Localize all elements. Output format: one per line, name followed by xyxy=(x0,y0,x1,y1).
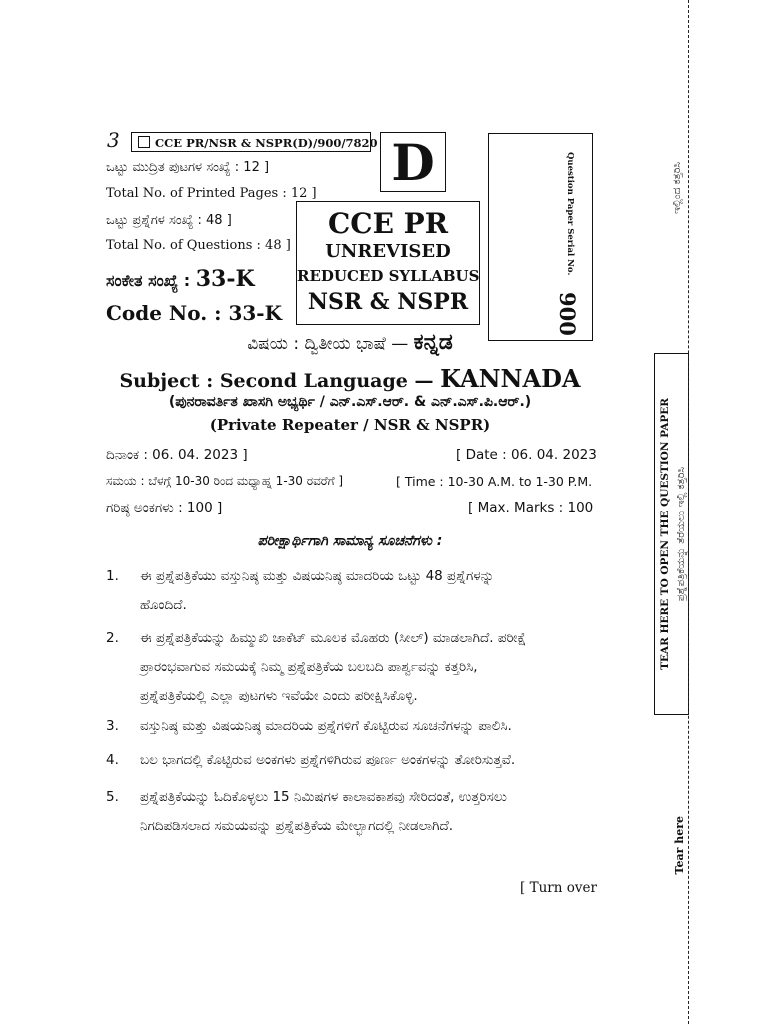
tear-instruction-kn: ಪ್ರಶ್ನೆಪತ್ರಿಕೆಯನ್ನು ತೆರೆಯಲು ಇಲ್ಲಿ ಕತ್ತರಿಸಿ xyxy=(675,466,687,602)
serial-value: 900 xyxy=(555,292,580,336)
time-kn: ಸಮಯ : ಬೆಳಗ್ಗೆ 10-30 ರಿಂದ ಮಧ್ಯಾಹ್ನ 1-30 ರವರೆಗೆ ] xyxy=(106,474,343,489)
instruction-4-number: 4. xyxy=(106,752,119,768)
instruction-5-line-1: ಪ್ರಶ್ನೆಪತ್ರಿಕೆಯನ್ನು ಓದಿಕೊಳ್ಳಲು 15 ನಿಮಿಷಗಳ ಕಾಲಾವಕಾಶವು ಸೇರಿದಂತೆ, ಉತ್ತರಿಸಲು xyxy=(140,789,507,805)
code-number-kn xyxy=(106,266,255,292)
code-kn-value: 33-K xyxy=(195,266,255,292)
printed-pages-kn: ಒಟ್ಟು ಮುದ್ರಿತ ಪುಟಗಳ ಸಂಖ್ಯೆ : 12 ] xyxy=(106,160,269,175)
tear-instruction-en: TEAR HERE TO OPEN THE QUESTION PAPER xyxy=(659,398,671,670)
exam-type-box xyxy=(296,201,480,325)
subject-en-label: Subject : Second Language — xyxy=(119,370,434,392)
turn-over: [ Turn over xyxy=(520,880,597,896)
serial-label: Question Paper Serial No. xyxy=(565,152,575,276)
code-number-en: Code No. : 33-K xyxy=(106,301,282,325)
tear-here-label: Tear here xyxy=(672,815,686,875)
serial-number-box xyxy=(488,133,593,341)
printed-pages-en: Total No. of Printed Pages : 12 ] xyxy=(106,186,317,201)
date-kn: ದಿನಾಂಕ : 06. 04. 2023 ] xyxy=(106,447,248,463)
total-questions-kn: ಒಟ್ಟು ಪ್ರಶ್ನೆಗಳ ಸಂಖ್ಯೆ : 48 ] xyxy=(106,213,232,228)
code-kn-label: ಸಂಕೇತ ಸಂಖ್ಯೆ : xyxy=(106,271,191,290)
date-en: [ Date : 06. 04. 2023 xyxy=(456,447,597,463)
paper-code: CCE PR/NSR & NSPR(D)/900/7820 xyxy=(155,136,378,150)
version-letter: D xyxy=(380,132,446,192)
instruction-5 xyxy=(140,783,507,841)
paper-code-box xyxy=(131,132,378,152)
perforation-line[interactable] xyxy=(688,0,689,1024)
subject-kn-label: ವಿಷಯ : ದ್ವಿತೀಯ ಭಾಷೆ — xyxy=(247,334,409,354)
instruction-5-number: 5. xyxy=(106,789,119,805)
instruction-2-number: 2. xyxy=(106,630,119,646)
exam-reduced-syllabus: REDUCED SYLLABUS xyxy=(297,267,480,285)
tear-instruction-box xyxy=(654,353,689,715)
instruction-3: ವಸ್ತುನಿಷ್ಠ ಮತ್ತು ವಿಷಯನಿಷ್ಠ ಮಾದರಿಯ ಪ್ರಶ್ನೆಗಳಿಗೆ ಕೊಟ್ಟಿರುವ ಸೂಚನೆಗಳನ್ನು ಪಾಲಿಸಿ. xyxy=(140,718,512,734)
instruction-2-line-1: ಈ ಪ್ರಶ್ನೆಪತ್ರಿಕೆಯನ್ನು ಹಿಮ್ಮುಖಿ ಜಾಕೆಟ್ ಮೂಲಕ ಮೊಹರು (ಸೀಲ್) ಮಾಡಲಾಗಿದೆ. ಪರೀಕ್ಷೆ xyxy=(140,630,527,646)
instruction-1 xyxy=(140,562,494,620)
instructions-heading: ಪರೀಕ್ಷಾರ್ಥಿಗಾಗಿ ಸಾಮಾನ್ಯ ಸೂಚನೆಗಳು : xyxy=(257,533,443,549)
instruction-3-number: 3. xyxy=(106,718,119,734)
instruction-5-line-2: ನಿಗದಿಪಡಿಸಲಾದ ಸಮಯವನ್ನು ಪ್ರಶ್ನೆಪತ್ರಿಕೆಯ ಮೇಲ್ಭಾಗದಲ್ಲಿ ನೀಡಲಾಗಿದೆ. xyxy=(140,818,454,834)
tear-here-wrap xyxy=(670,810,688,880)
cut-here-kn-wrap xyxy=(666,148,688,228)
instruction-1-line-1: ಈ ಪ್ರಶ್ನೆಪತ್ರಿಕೆಯು ವಸ್ತುನಿಷ್ಠ ಮತ್ತು ವಿಷಯನಿಷ್ಠ ಮಾದರಿಯ ಒಟ್ಟು 48 ಪ್ರಶ್ನೆಗಳನ್ನು xyxy=(140,568,495,584)
subject-kannada xyxy=(0,330,700,355)
instruction-2-line-2: ಪ್ರಾರಂಭವಾಗುವ ಸಮಯಕ್ಕೆ ನಿಮ್ಮ ಪ್ರಶ್ನೆಪತ್ರಿಕೆಯ ಬಲಬದಿ ಪಾರ್ಶ್ವವನ್ನು ಕತ್ತರಿಸಿ, xyxy=(140,659,478,675)
max-marks-kn: ಗರಿಷ್ಠ ಅಂಕಗಳು : 100 ] xyxy=(106,500,222,516)
instruction-2 xyxy=(140,624,526,711)
candidate-type-en: (Private Repeater / NSR & NSPR) xyxy=(209,416,491,434)
checkbox-square xyxy=(138,136,150,148)
page-number: 3 xyxy=(107,128,120,152)
subject-en-value: KANNADA xyxy=(440,364,581,393)
max-marks-en: [ Max. Marks : 100 xyxy=(468,500,593,516)
time-en: [ Time : 10-30 A.M. to 1-30 P.M. xyxy=(396,474,592,489)
subject-kn-value: ಕನ್ನಡ xyxy=(413,330,453,355)
instruction-2-line-3: ಪ್ರಶ್ನೆಪತ್ರಿಕೆಯಲ್ಲಿ ಎಲ್ಲಾ ಪುಟಗಳು ಇವೆಯೇ ಎಂದು ಪರೀಕ್ಷಿಸಿಕೊಳ್ಳಿ. xyxy=(140,688,418,704)
instruction-4: ಬಲ ಭಾಗದಲ್ಲಿ ಕೊಟ್ಟಿರುವ ಅಂಕಗಳು ಪ್ರಶ್ನೆಗಳಿಗಿರುವ ಪೂರ್ಣ ಅಂಕಗಳನ್ನು ತೋರಿಸುತ್ತವೆ. xyxy=(140,752,516,768)
exam-unrevised: UNREVISED xyxy=(325,241,451,262)
exam-title: CCE PR xyxy=(328,207,448,240)
cut-here-kn: ಇಲ್ಲಿಂದ ಕತ್ತರಿಸಿ xyxy=(671,162,683,214)
total-questions-en: Total No. of Questions : 48 ] xyxy=(106,238,291,253)
subject-english xyxy=(0,364,700,393)
candidate-type-kn: (ಪುನರಾವರ್ತಿತ ಖಾಸಗಿ ಅಭ್ಯರ್ಥಿ / ಎನ್.ಎಸ್.ಆರ್. & ಎನ್.ಎಸ್.ಪಿ.ಆರ್.) xyxy=(168,394,532,410)
instruction-1-line-2: ಹೊಂದಿದೆ. xyxy=(140,597,187,613)
instruction-1-number: 1. xyxy=(106,568,119,584)
exam-nsr-nspr: NSR & NSPR xyxy=(307,289,469,315)
